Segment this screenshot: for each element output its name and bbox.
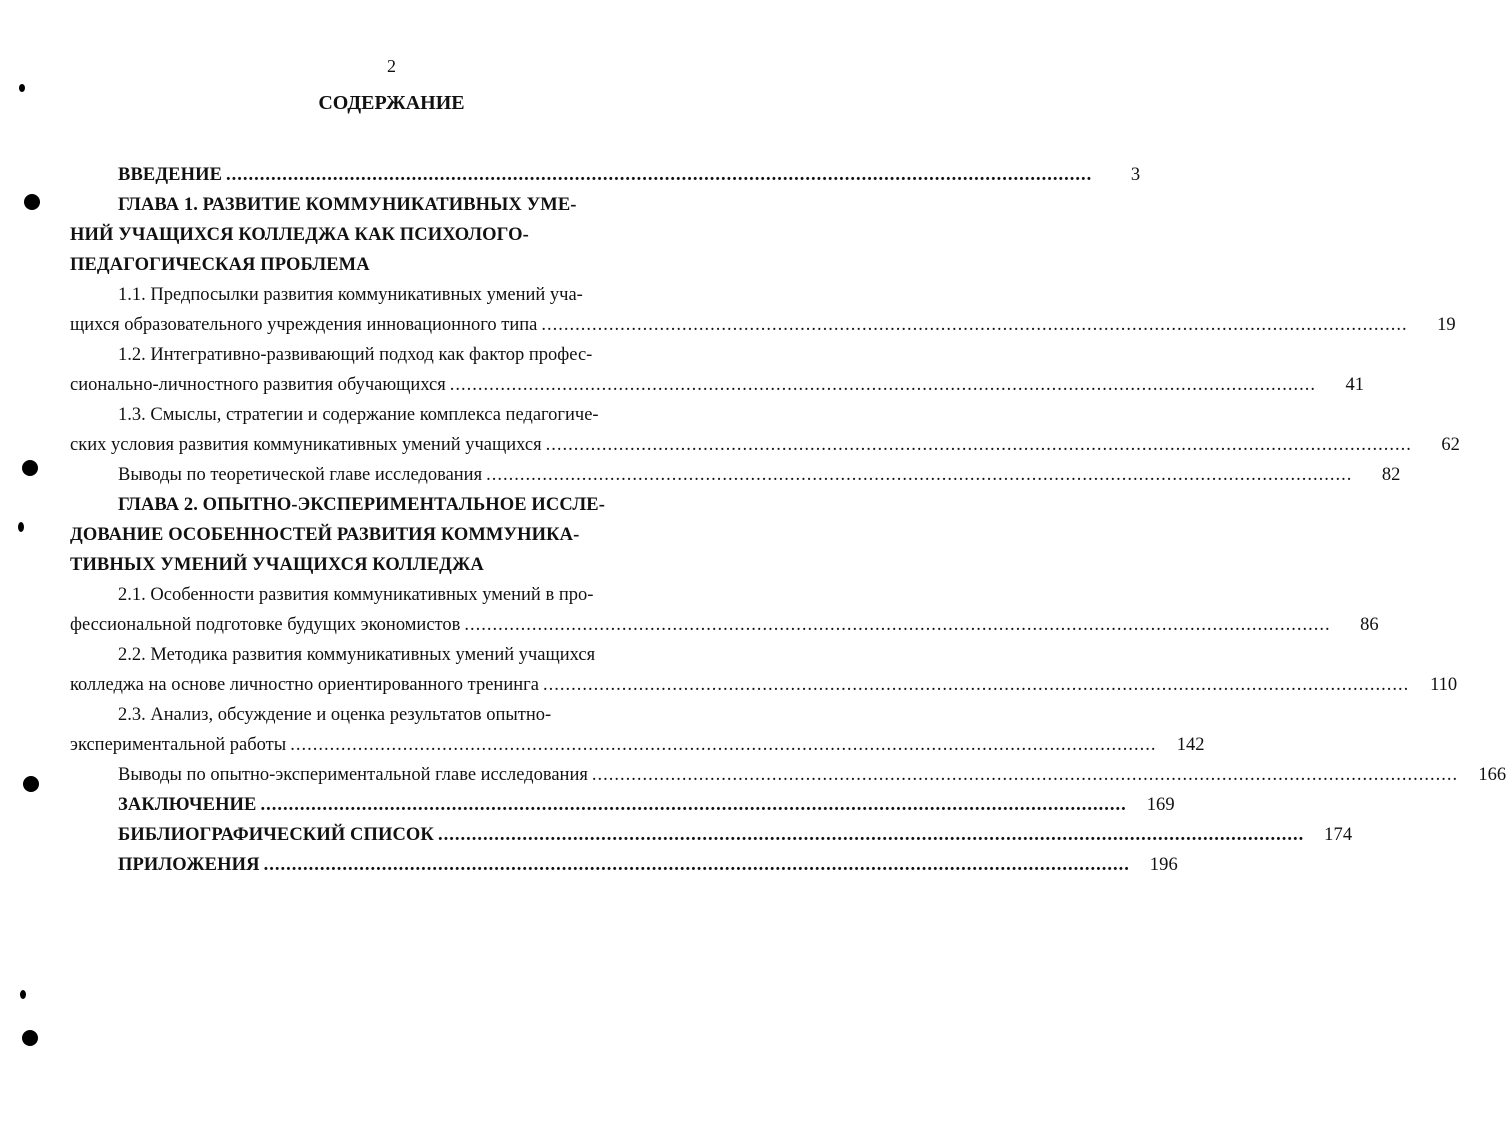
toc-page-number: 19: [1437, 315, 1456, 335]
toc-entry-title-line: колледжа на основе личностно ориентированного тренинга: [70, 675, 539, 695]
toc-page-number: 41: [1345, 375, 1365, 395]
punch-hole-mark: [18, 522, 24, 532]
dot-leader: ..........................................................................................................................................................: [541, 315, 1408, 335]
toc-page-number: 3: [1130, 165, 1141, 185]
table-of-contents: [70, 160, 1506, 880]
toc-entry-section-2-2[interactable]: [70, 640, 1458, 700]
toc-entry-section-2-3[interactable]: [70, 700, 1205, 760]
toc-entry-section-1-1[interactable]: [70, 280, 1456, 340]
toc-entry-title: БИБЛИОГРАФИЧЕСКИЙ СПИСОК: [118, 825, 434, 845]
dot-leader: ..........................................................................................................................................................: [437, 825, 1305, 845]
dot-leader: ..........................................................................................................................................................: [290, 735, 1157, 755]
toc-page-number: 196: [1149, 855, 1178, 875]
toc-entry-title-line: ГЛАВА 2. ОПЫТНО-ЭКСПЕРИМЕНТАЛЬНОЕ ИССЛЕ-: [118, 495, 605, 515]
toc-entry-chapter-2[interactable]: [70, 490, 710, 580]
toc-entry-title: Выводы по опытно-экспериментальной главе исследования: [118, 765, 588, 785]
toc-page-number: 166: [1478, 765, 1506, 785]
toc-entry-introduction[interactable]: [70, 160, 1141, 190]
toc-entry-chapter-1-conclusions[interactable]: [70, 460, 1401, 490]
dot-leader: ..........................................................................................................................................................: [226, 165, 1093, 185]
punch-hole: [22, 1030, 38, 1046]
toc-entry-chapter-2-conclusions[interactable]: [70, 760, 1506, 790]
toc-entry-appendices[interactable]: [70, 850, 1178, 880]
toc-entry-title: ВВЕДЕНИЕ: [118, 165, 223, 185]
toc-entry-section-1-3[interactable]: [70, 400, 1460, 460]
toc-entry-bibliography[interactable]: [70, 820, 1353, 850]
dot-leader: ..........................................................................................................................................................: [591, 765, 1459, 785]
toc-entry-title-line: ПЕДАГОГИЧЕСКАЯ ПРОБЛЕМА: [70, 255, 370, 275]
toc-entry-title-line: 1.1. Предпосылки развития коммуникативных умений уча-: [118, 285, 583, 305]
toc-entry-title: ЗАКЛЮЧЕНИЕ: [118, 795, 257, 815]
toc-entry-title-line: щихся образовательного учреждения инновационного типа: [70, 315, 538, 335]
toc-entry-conclusion[interactable]: [70, 790, 1175, 820]
toc-entry-chapter-1[interactable]: [70, 190, 710, 280]
page-title: СОДЕРЖАНИЕ: [318, 92, 465, 114]
toc-entry-title-line: ДОВАНИЕ ОСОБЕННОСТЕЙ РАЗВИТИЯ КОММУНИКА-: [70, 525, 580, 545]
toc-entry-title-line: 2.3. Анализ, обсуждение и оценка результатов опытно-: [118, 705, 552, 725]
dot-leader: ..........................................................................................................................................................: [263, 855, 1130, 875]
toc-entry-title-line: ТИВНЫХ УМЕНИЙ УЧАЩИХСЯ КОЛЛЕДЖА: [70, 555, 484, 575]
toc-page-number: 82: [1381, 465, 1401, 485]
toc-entry-title-line: 1.3. Смыслы, стратегии и содержание комплекса педагогиче-: [118, 405, 599, 425]
punch-hole: [24, 194, 40, 210]
toc-entry-title-line: 2.2. Методика развития коммуникативных умений учащихся: [118, 645, 596, 665]
toc-page-number: 169: [1146, 795, 1175, 815]
toc-page-number: 110: [1430, 675, 1458, 695]
toc-entry-title-line: ГЛАВА 1. РАЗВИТИЕ КОММУНИКАТИВНЫХ УМЕ-: [118, 195, 577, 215]
toc-entry-title-line: НИЙ УЧАЩИХСЯ КОЛЛЕДЖА КАК ПСИХОЛОГО-: [70, 225, 529, 245]
dot-leader: ..........................................................................................................................................................: [542, 675, 1410, 695]
punch-hole: [22, 460, 38, 476]
punch-hole: [23, 776, 39, 792]
toc-page-number: 142: [1176, 735, 1205, 755]
toc-entry-title-line: 2.1. Особенности развития коммуникативных умений в про-: [118, 585, 594, 605]
toc-entry-section-2-1[interactable]: [70, 580, 1379, 640]
toc-page-number: 86: [1360, 615, 1379, 635]
dot-leader: ..........................................................................................................................................................: [464, 615, 1331, 635]
toc-page-number: 174: [1324, 825, 1353, 845]
punch-hole-mark: [19, 84, 25, 92]
dot-leader: ..........................................................................................................................................................: [486, 465, 1353, 485]
punch-hole-mark: [20, 990, 26, 999]
toc-entry-title-line: 1.2. Интегративно-развивающий подход как фактор профес-: [118, 345, 593, 365]
toc-entry-title: Выводы по теоретической главе исследования: [118, 465, 483, 485]
toc-entry-title-line: сионально-личностного развития обучающихся: [70, 375, 446, 395]
dot-leader: ..........................................................................................................................................................: [449, 375, 1317, 395]
dot-leader: ..........................................................................................................................................................: [545, 435, 1412, 455]
toc-entry-title-line: экспериментальной работы: [70, 735, 287, 755]
dot-leader: ..........................................................................................................................................................: [260, 795, 1127, 815]
toc-entry-title-line: фессиональной подготовке будущих экономистов: [70, 615, 461, 635]
toc-entry-section-1-2[interactable]: [70, 340, 1365, 400]
toc-entry-title-line: ских условия развития коммуникативных умений учащихся: [70, 435, 542, 455]
toc-entry-title: ПРИЛОЖЕНИЯ: [118, 855, 260, 875]
toc-page-number: 62: [1441, 435, 1460, 455]
page-number: 2: [387, 56, 396, 76]
